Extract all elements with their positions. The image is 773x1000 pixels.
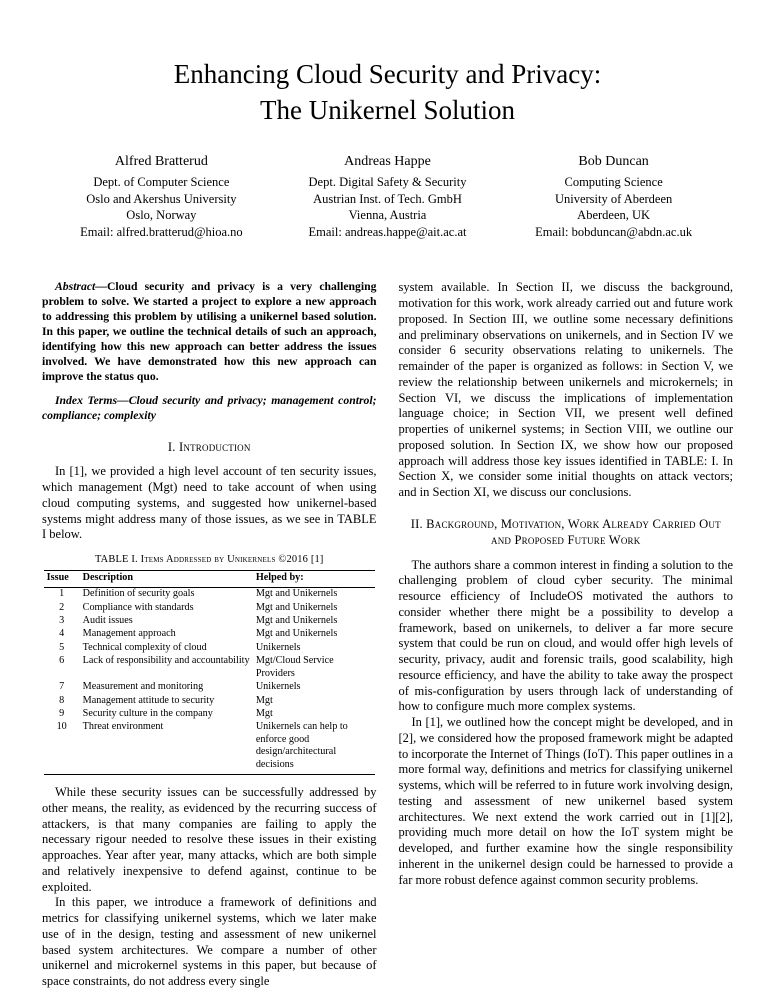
table-row bbox=[44, 641, 375, 654]
section-2-heading: II. Background, Motivation, Work Already Carried Out and Proposed Future Work bbox=[410, 516, 721, 548]
index-terms-text: Cloud security and privacy; management control; compliance; complexity bbox=[42, 394, 377, 423]
cell-helped-by: Mgt and Unikernels bbox=[255, 628, 338, 640]
author-1-dept: Dept. of Computer Science bbox=[93, 175, 230, 190]
abstract-label: Abstract— bbox=[55, 280, 107, 294]
section-1-paragraph-3: In this paper, we introduce a framework of definitions and metrics for classifying unikernel systems, which we later make use of in the design, testing and assessment of new unikernel based system architectures. We compare a number of other unikernel and microkernel systems in this paper, but because of space constraints, do not address every single bbox=[42, 895, 377, 989]
section-1-paragraph-1: In [1], we provided a high level account of ten security issues, which management (Mgt) need to take account of when using cloud computing systems, and suggested how unikernel-based systems might address many of those issues, as we see in TABLE I below. bbox=[42, 464, 377, 542]
cell-helped-by: Mgt and Unikernels bbox=[255, 588, 338, 600]
cell-description: Audit issues bbox=[82, 614, 133, 626]
cell-description: Security culture in the company bbox=[82, 708, 213, 720]
author-3-city: Aberdeen, UK bbox=[577, 208, 651, 223]
cell-issue: 4 bbox=[59, 628, 65, 640]
table-row bbox=[44, 721, 375, 775]
table-header-issue: Issue bbox=[44, 571, 80, 587]
author-2-name: Andreas Happe bbox=[344, 153, 431, 169]
table-header-description: Description bbox=[80, 571, 253, 587]
cell-helped-by: Unikernels can help to enforce good design/architectural decisions bbox=[253, 721, 375, 775]
author-1 bbox=[50, 153, 273, 240]
abstract-text: Cloud security and privacy is a very challenging problem to solve. We started a project to explore a new approach to addressing this problem by utilising a unikernel based solution. In this paper, we outline the technical details of such an approach, identifying how this new approach can better address the issues involved. We have demonstrated how this new approach can improve the status quo. bbox=[42, 280, 377, 384]
cell-helped-by: Mgt and Unikernels bbox=[255, 601, 338, 613]
cell-description: Compliance with standards bbox=[82, 601, 194, 613]
cell-helped-by: Unikernels bbox=[255, 641, 301, 653]
section-1-paragraph-2: While these security issues can be successfully addressed by other means, the reality, as evidenced by the recurring success of attackers, is that many companies are failing to apply the necessary rigour needed to resolve these issues in their existing approaches. Year after year, many attacks, which are both simple and relatively inexpensive to defend against, continue to be exploited. bbox=[42, 785, 377, 894]
table-row bbox=[44, 694, 375, 707]
cell-description: Definition of security goals bbox=[82, 588, 195, 600]
author-2-email: Email: andreas.happe@ait.ac.at bbox=[308, 224, 467, 239]
author-3-dept: Computing Science bbox=[564, 175, 663, 190]
index-terms-paragraph bbox=[42, 394, 377, 424]
section-1-paragraph-continuation: system available. In Section II, we discuss the background, motivation for this work, work already carried out and future work proposed. In Section III, we outline some necessary definitions and preliminary observations on unikernels, and in Section IV we consider 6 security observations relating to unikernels. The remainder of the paper is organized as follows: in Section V, we review the relationship between unikernels and microkernels; in Section VI, we discuss the implications of implementation language choice; in Section VII, we present well defined properties of unikernel systems; in Section VIII, we outline our proposed solution. In Section IX, we show how our proposed approach will address those key issues identified in TABLE: I. In Section X, we consider some initial thoughts on attack vectors; and in Section XI, we discuss our conclusions. bbox=[398, 280, 733, 500]
table-header-helped-by: Helped by: bbox=[253, 571, 375, 587]
abstract-paragraph bbox=[42, 280, 377, 385]
cell-issue: 1 bbox=[59, 588, 65, 600]
author-3-name: Bob Duncan bbox=[578, 153, 649, 169]
cell-issue: 2 bbox=[59, 601, 65, 613]
paper-title-line-2: The Unikernel Solution bbox=[260, 95, 515, 126]
section-2-paragraph-2: In [1], we outlined how the concept might be developed, and in [2], we considered how the proposed framework might be adapted to incorporate the Internet of Things (IoT). This paper outlines in a more formal way, definitions and metrics for classifying unikernel systems, which will be referred to in future work involving design, testing and assessment of new unikernel based system architectures. We next extend the work carried out in [1][2], providing much more detail on how the IoT system might be developed, and further examine how the single responsibility inherent in the unikernel design could be harnessed to provide a far more robust defence against common security problems. bbox=[398, 715, 733, 887]
left-column bbox=[42, 280, 377, 990]
body-columns bbox=[42, 280, 733, 990]
cell-helped-by: Unikernels bbox=[255, 681, 301, 693]
cell-issue: 6 bbox=[59, 655, 65, 667]
paper-title-line-1: Enhancing Cloud Security and Privacy: bbox=[173, 59, 602, 89]
table-row bbox=[44, 708, 375, 721]
table-row bbox=[44, 587, 375, 601]
cell-description: Threat environment bbox=[80, 721, 253, 775]
table-1-body bbox=[44, 587, 375, 775]
paper-title bbox=[72, 56, 703, 129]
table-1-head bbox=[44, 571, 375, 587]
cell-description: Measurement and monitoring bbox=[82, 681, 204, 693]
author-1-institution: Oslo and Akershus University bbox=[86, 191, 237, 206]
table-row bbox=[44, 614, 375, 627]
cell-helped-by: Mgt bbox=[255, 708, 273, 720]
cell-issue: 7 bbox=[59, 681, 65, 693]
cell-issue: 10 bbox=[44, 721, 80, 775]
cell-description: Technical complexity of cloud bbox=[82, 641, 207, 653]
author-2-city: Vienna, Austria bbox=[348, 208, 427, 223]
author-2-institution: Austrian Inst. of Tech. GmbH bbox=[313, 191, 462, 206]
cell-helped-by: Mgt bbox=[255, 694, 273, 706]
table-row bbox=[44, 628, 375, 641]
section-1-heading: I. Introduction bbox=[167, 440, 251, 455]
author-2 bbox=[276, 153, 499, 240]
author-1-city: Oslo, Norway bbox=[126, 208, 197, 223]
cell-helped-by: Mgt and Unikernels bbox=[255, 614, 338, 626]
cell-description: Management approach bbox=[82, 628, 176, 640]
section-2-paragraph-1: The authors share a common interest in finding a solution to the challenging problem of cloud cyber security. The minimal resource efficiency of IncludeOS motivated the authors to consider whether there might be a possibility to develop a framework, based on unikernels, to deliver a far more secure system that could be run on cloud, and would offer high levels of security, privacy, audit and forensic trails, good scalability, high resource efficiency, and have the ability to take away the prospect of mis-configuration by users through lack of understanding of how to configure much more complex systems. bbox=[398, 557, 733, 714]
cell-issue: 3 bbox=[59, 614, 65, 626]
table-row bbox=[44, 601, 375, 614]
table-header-row bbox=[44, 571, 375, 587]
author-3-institution: University of Aberdeen bbox=[554, 191, 673, 206]
cell-issue: 9 bbox=[59, 708, 65, 720]
table-1-caption: TABLE I. Items Addressed by Unikernels ©2016 [1] bbox=[94, 554, 324, 566]
table-row bbox=[44, 655, 375, 681]
cell-description: Lack of responsibility and accountability bbox=[82, 655, 250, 667]
author-block bbox=[42, 153, 733, 240]
author-3 bbox=[502, 153, 725, 240]
cell-issue: 5 bbox=[59, 641, 65, 653]
cell-helped-by: Mgt/Cloud Service Providers bbox=[255, 655, 334, 679]
cell-description: Management attitude to security bbox=[82, 694, 215, 706]
author-2-dept: Dept. Digital Safety & Security bbox=[308, 175, 467, 190]
table-1 bbox=[44, 570, 375, 775]
table-row bbox=[44, 681, 375, 694]
right-column bbox=[399, 280, 734, 990]
cell-issue: 8 bbox=[59, 694, 65, 706]
author-1-email: Email: alfred.bratterud@hioa.no bbox=[80, 224, 243, 239]
author-1-name: Alfred Bratterud bbox=[114, 153, 208, 169]
author-3-email: Email: bobduncan@abdn.ac.uk bbox=[535, 224, 693, 239]
index-terms-label: Index Terms— bbox=[55, 394, 129, 408]
